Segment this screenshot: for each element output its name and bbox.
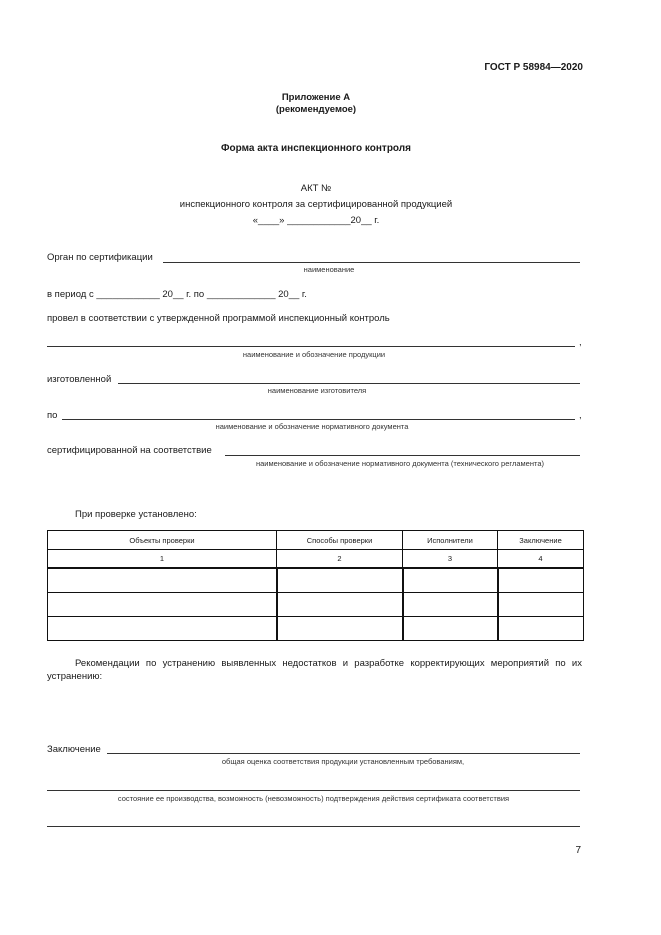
manufacturer-fill-line[interactable] [118,383,580,384]
table-cell[interactable] [403,593,498,617]
cert-body-label: Орган по сертификации [47,252,153,263]
act-title: АКТ № [300,183,332,194]
document-code: ГОСТ Р 58984—2020 [484,62,583,73]
appendix-title: Приложение А [281,92,351,103]
form-title: Форма акта инспекционного контроля [221,143,411,154]
conclusion-fill-line[interactable] [107,753,580,754]
conclusion-label: Заключение [47,744,101,755]
cert-body-fill-line[interactable] [163,262,580,263]
act-date-line: «____» ____________20__ г. [252,215,380,226]
table-cell[interactable] [48,593,277,617]
col-number: 3 [403,550,498,569]
period-line: в период с ____________ 20__ г. по _____________ 20__ г. [47,289,307,300]
conclusion-caption1: общая оценка соответствия продукции установленным требованиям, [221,757,465,766]
regulation-caption: наименование и обозначение нормативного документа (технического регламента) [255,459,544,468]
regulation-fill-line[interactable] [225,455,580,456]
conclusion-fill-line-2[interactable] [47,790,580,791]
certified-label: сертифицированной на соответствие [47,445,212,456]
product-caption: наименование и обозначение продукции [242,350,386,359]
table-cell[interactable] [277,593,403,617]
header-executors: Исполнители [403,531,498,550]
table-cell[interactable] [403,617,498,641]
table-cell[interactable] [48,568,277,593]
table-cell[interactable] [48,617,277,641]
inspection-table [47,530,584,641]
header-conclusion: Заключение [498,531,584,550]
table-cell[interactable] [277,568,403,593]
recommendations-line2: устранению: [47,671,103,682]
table-row [48,568,584,593]
header-methods: Способы проверки [277,531,403,550]
conducted-text: провел в соответствии с утвержденной программой инспекционный контроль [47,313,390,324]
table-cell[interactable] [498,617,584,641]
product-fill-line[interactable] [47,346,575,347]
col-number: 2 [277,550,403,569]
manufactured-label: изготовленной [47,374,112,385]
table-cell[interactable] [277,617,403,641]
header-objects: Объекты проверки [48,531,277,550]
cert-body-caption: наименование [303,265,355,274]
page-number: 7 [575,845,581,856]
table-header-row [48,531,584,550]
manufacturer-caption: наименование изготовителя [267,386,367,395]
col-number: 1 [48,550,277,569]
appendix-status: (рекомендуемое) [275,104,357,115]
act-subtitle: инспекционного контроля за сертифицированной продукцией [179,199,453,210]
conclusion-caption2: состояние ее производства, возможность (невозможность) подтверждения действия сертификата соответствия [117,794,510,803]
table-cell[interactable] [498,593,584,617]
table-row [48,617,584,641]
table-number-row [48,550,584,569]
normative-comma: , [579,410,582,421]
conclusion-fill-line-3[interactable] [47,826,580,827]
product-comma: , [579,337,582,348]
table-row [48,593,584,617]
recommendations-line1: Рекомендации по устранению выявленных недостатков и разработке корректирующих мероприятий по их [75,658,582,669]
normative-caption: наименование и обозначение нормативного документа [215,422,409,431]
table-cell[interactable] [498,568,584,593]
normative-fill-line[interactable] [62,419,575,420]
col-number: 4 [498,550,584,569]
by-label: по [47,410,58,421]
check-intro: При проверке установлено: [75,509,197,520]
table-cell[interactable] [403,568,498,593]
